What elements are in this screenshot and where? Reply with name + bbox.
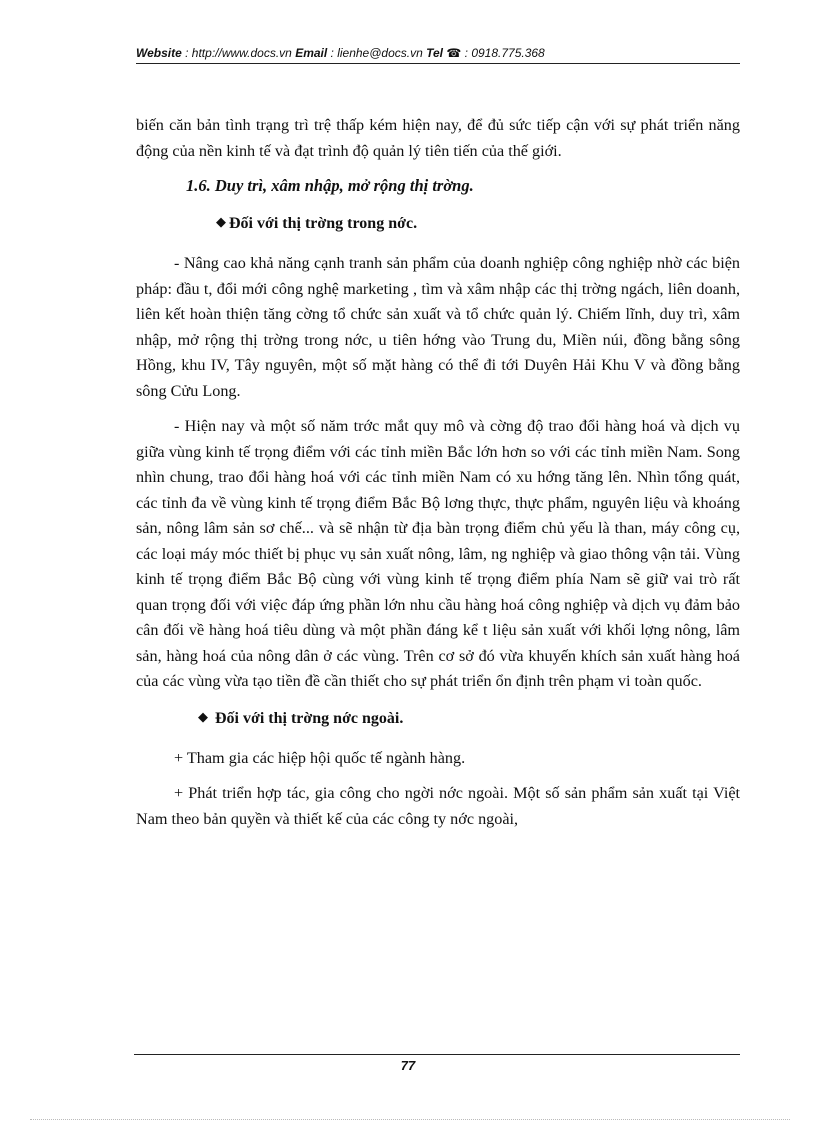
email-label: Email	[295, 46, 328, 60]
section-heading: 1.6. Duy trì, xâm nhập, mở rộng thị trờng.	[186, 176, 474, 195]
email-value: : lienhe@docs.vn	[327, 46, 427, 60]
diamond-bullet-icon: ◆	[216, 214, 226, 229]
website-value: : http://www.docs.vn	[181, 46, 296, 60]
page-bottom-dotted-line	[30, 1119, 790, 1120]
paragraph-1: biến căn bản tình trạng trì trệ thấp kém hiện nay, để đủ sức tiếp cận với sự phát triển năng động của nền kinh tế và đạt trình độ quản lý tiên tiến của thế giới.	[136, 116, 740, 160]
page-number: 77	[400, 1058, 416, 1073]
paragraph-2: - Nâng cao khả năng cạnh tranh sản phẩm của doanh nghiệp công nghiệp nhờ các biện pháp: đầu t, đổi mới công nghệ marketing , tìm và xâm nhập các thị trờng ngách, liên doanh, liên kết hoàn thiện tăng cờng tổ chức sản xuất và tổ chức quản lý. Chiếm lĩnh, duy trì, xâm nhập, mở rộng thị trờng trong nớc, u tiên hớng vào Trung du, Miền núi, đồng bằng sông Hồng, khu IV, Tây nguyên, một số mặt hàng có thể đi tới Duyên Hải Khu V và đồng bằng sông Cửu Long.	[136, 254, 740, 400]
footer-divider	[134, 1054, 740, 1055]
tel-label: Tel	[426, 46, 444, 60]
page-header	[136, 46, 740, 64]
paragraph-4: + Tham gia các hiệp hội quốc tế ngành hàng.	[174, 748, 466, 767]
tel-value: : 0918.775.368	[461, 46, 545, 60]
subheading-foreign-text: Đối với thị trờng nớc ngoài.	[215, 709, 404, 727]
website-label: Website	[136, 46, 182, 60]
phone-icon: ☎	[446, 46, 462, 60]
paragraph-3: - Hiện nay và một số năm trớc mắt quy mô và cờng độ trao đổi hàng hoá và dịch vụ giữa vùng kinh tế trọng điểm với các tỉnh miền Bắc lớn hơn so với các tỉnh miền Nam. Song nhìn chung, trao đổi hàng hoá với các tỉnh miền Nam có xu hớng tăng lên. Nhìn tổng quát, các tỉnh đa về vùng kinh tế trọng điểm Bắc Bộ lơng thực, thực phẩm, nguyên liệu và khoáng sản, nông lâm sản sơ chế... và sẽ nhận từ địa bàn trọng điểm chủ yếu là than, máy công cụ, các loại máy móc thiết bị phục vụ sản xuất nông, lâm, ng nghiệp và giao thông vận tải. Vùng kinh tế trọng điểm Bắc Bộ cùng với vùng kinh tế trọng điểm phía Nam sẽ giữ vai trò rất quan trọng đối với việc đáp ứng phần lớn nhu cầu hàng hoá công nghiệp và dịch vụ đảm bảo cân đối về hàng hoá tiêu dùng và một phần đáng kể t liệu sản xuất với khối lợng nông, lâm sản, hàng hoá của nông dân ở các vùng. Trên cơ sở đó vừa khuyến khích sản xuất hàng hoá của các vùng vừa tạo tiền đề cần thiết cho sự phát triển ổn định trên phạm vi toàn quốc.	[136, 417, 740, 690]
subheading-domestic	[216, 214, 740, 233]
document-body	[136, 113, 740, 842]
diamond-bullet-icon: ◆	[198, 708, 208, 724]
subheading-domestic-text: Đối với thị trờng trong nớc.	[229, 215, 418, 232]
paragraph-5: + Phát triển hợp tác, gia công cho ngời nớc ngoài. Một số sản phẩm sản xuất tại Việt Nam theo bản quyền và thiết kế của các công ty nớc ngoài,	[136, 784, 740, 828]
subheading-foreign	[198, 709, 740, 728]
